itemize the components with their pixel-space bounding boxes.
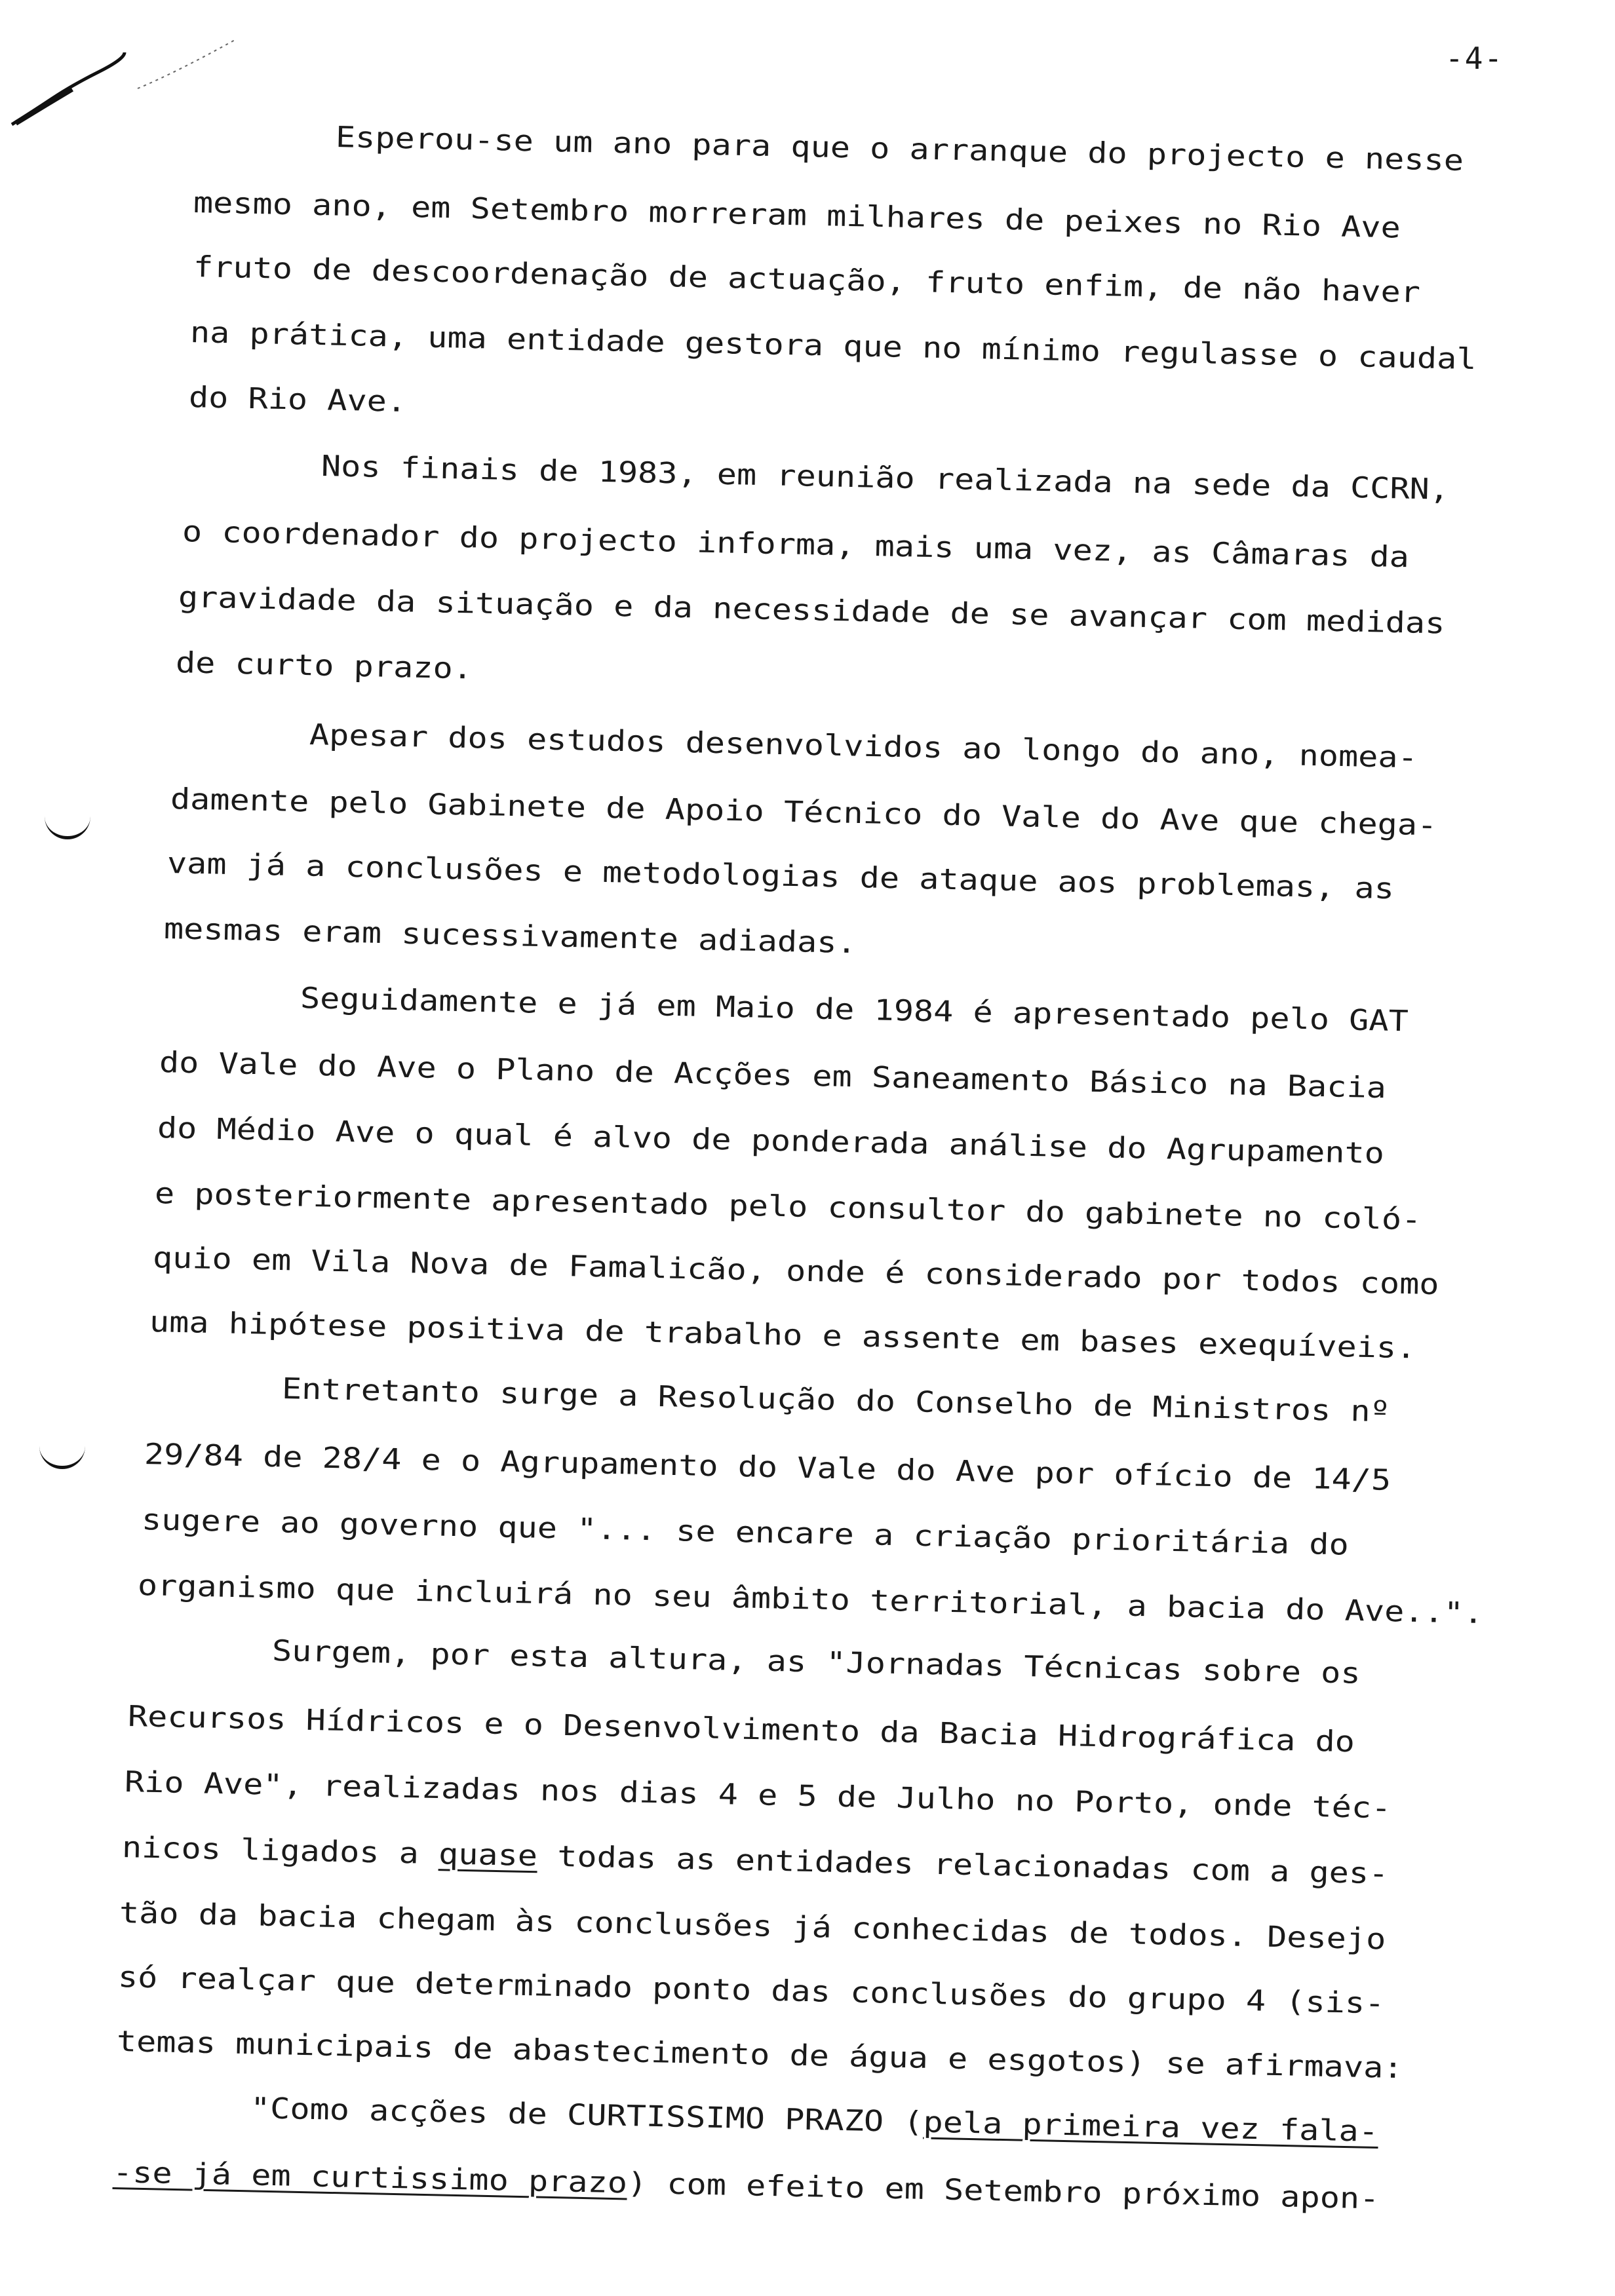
text-line: o coordenador do projecto informa, mais uma vez, as Câmaras da xyxy=(182,515,1410,575)
text-line: só realçar que determinado ponto das conclusões do grupo 4 (sis- xyxy=(117,1961,1385,2021)
text-line: vam já a conclusões e metodologias de ataque aos problemas, as xyxy=(166,847,1395,906)
text-fragment: todas as entidades relacionadas com a ges- xyxy=(537,1839,1389,1891)
text-line: Nos finais de 1983, em reunião realizada na sede da CCRN, xyxy=(321,450,1450,507)
underlined-text: pela primeira vez fala- xyxy=(923,2105,1379,2149)
text-line: temas municipais de abastecimento de água e esgotos) se afirmava: xyxy=(116,2025,1404,2086)
page-number: -4- xyxy=(1445,41,1504,76)
pen-scribble-mark xyxy=(7,26,243,138)
text-line: Rio Ave", realizadas nos dias 4 e 5 de Julho no Porto, onde téc- xyxy=(124,1765,1391,1826)
text-line: damente pelo Gabinete de Apoio Técnico do Vale do Ave que chega- xyxy=(170,782,1437,843)
margin-bracket-mark xyxy=(45,810,90,839)
margin-bracket-mark xyxy=(39,1438,85,1469)
text-line: de curto prazo. xyxy=(175,646,473,686)
text-fragment: ) com efeito em Setembro próximo apon- xyxy=(627,2166,1380,2216)
text-line: gravidade da situação e da necessidade de se avançar com medidas xyxy=(178,581,1445,641)
underlined-text: quase xyxy=(438,1837,538,1873)
underlined-text: -se já em curtissimo prazo xyxy=(112,2156,628,2200)
text-line: uma hipótese positiva de trabalho e assente em bases exequíveis. xyxy=(149,1305,1416,1366)
text-fragment: nicos ligados a xyxy=(121,1831,439,1871)
text-line: tão da bacia chegam às conclusões já conhecidas de todos. Desejo xyxy=(119,1896,1386,1957)
text-line: quio em Vila Nova de Famalicão, onde é considerado por todos como xyxy=(152,1241,1440,1302)
text-fragment: "Como acções de CURTISSIMO PRAZO ( xyxy=(250,2092,924,2139)
text-line xyxy=(250,2094,1379,2147)
text-line: mesmo ano, em Setembro morreram milhares de peixes no Rio Ave xyxy=(193,186,1401,245)
text-line: e posteriormente apresentado pelo consultor do gabinete no coló- xyxy=(154,1177,1422,1237)
text-line: fruto de descoordenação de actuação, fruto enfim, de não haver xyxy=(193,250,1421,310)
text-line: 29/84 de 28/4 e o Agrupamento do Vale do Ave por ofício de 14/5 xyxy=(144,1438,1391,1497)
text-line xyxy=(112,2156,1380,2216)
text-line: do Vale do Ave o Plano de Acções em Saneamento Básico na Bacia xyxy=(159,1046,1387,1105)
text-line: Apesar dos estudos desenvolvidos ao longo do ano, nomea- xyxy=(309,718,1418,775)
text-line: Esperou-se um ano para que o arranque do projecto e nesse xyxy=(335,121,1464,178)
text-line: Surgem, por esta altura, as "Jornadas Técnicas sobre os xyxy=(271,1634,1361,1691)
text-line: mesmas eram sucessivamente adiadas. xyxy=(163,912,857,961)
text-line: do Médio Ave o qual é alvo de ponderada análise do Agrupamento xyxy=(157,1111,1385,1171)
text-line: Recursos Hídricos e o Desenvolvimento da Bacia Hidrográfica do xyxy=(127,1700,1355,1759)
text-line: do Rio Ave. xyxy=(188,381,407,419)
text-line: Entretanto surge a Resolução do Conselho de Ministros nº xyxy=(281,1372,1391,1429)
text-line xyxy=(121,1831,1389,1891)
text-line: na prática, uma entidade gestora que no mínimo regulasse o caudal xyxy=(189,316,1477,377)
text-line: organismo que incluirá no seu âmbito territorial, a bacia do Ave..". xyxy=(137,1569,1484,1631)
text-line: Seguidamente e já em Maio de 1984 é apresentado pelo GAT xyxy=(300,982,1409,1039)
text-line: sugere ao governo que "... se encare a criação prioritária do xyxy=(141,1503,1350,1562)
